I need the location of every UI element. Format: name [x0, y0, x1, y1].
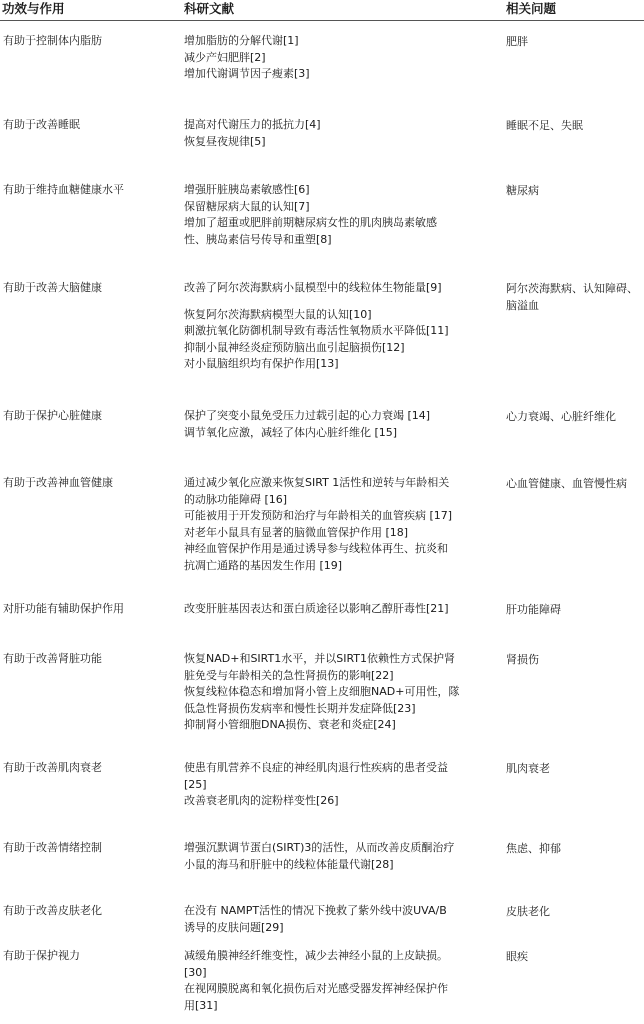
- issues-cell: 皮肤老化: [506, 905, 550, 918]
- table-row: [0, 840, 644, 901]
- issues-cell: 眼疾: [506, 950, 528, 963]
- research-reference: 增强肝脏胰岛素敏感性[6]: [184, 183, 310, 196]
- research-reference: 通过减少氧化应激来恢复SIRT 1活性和逆转与年龄相关 的动脉功能障碍 [16]: [184, 476, 450, 506]
- research-reference: 恢复昼夜规律[5]: [184, 134, 266, 148]
- research-reference: 保留糖尿病大鼠的认知[7]: [184, 199, 310, 213]
- research-cell: [184, 280, 476, 373]
- issues-cell: 焦虑、抑郁: [506, 842, 561, 855]
- research-cell: [184, 760, 476, 810]
- function-cell: 有助于保护心脏健康: [3, 409, 102, 422]
- table-row: [0, 182, 644, 278]
- research-cell: [184, 948, 476, 1014]
- research-reference: 可能被用于开发预防和治疗与年龄相关的血管疾病 [17]: [184, 509, 453, 523]
- research-reference: 对老年小鼠具有显著的脑微血管保护作用 [18]: [184, 525, 409, 539]
- table-row: [0, 280, 644, 406]
- research-reference: [184, 297, 476, 307]
- research-cell: [184, 651, 476, 734]
- research-reference: 增加脂肪的分解代谢[1]: [184, 34, 299, 47]
- issues-cell: 阿尔茨海默病、认知障碍、 脑溢血: [506, 282, 638, 312]
- research-reference: 抑制肾小管细胞DNA损伤、衰老和炎症[24]: [184, 718, 396, 732]
- function-cell: 有助于改善情绪控制: [3, 841, 102, 854]
- research-reference: 使患有肌营养不良症的神经肌肉退行性疾病的患者受益 [25]: [184, 761, 448, 791]
- function-cell: 对肝功能有辅助保护作用: [3, 602, 124, 615]
- function-cell: 有助于改善皮肤老化: [3, 904, 102, 917]
- research-reference: 在视网膜脱离和氧化损伤后对光感受器发挥神经保护作 用[31]: [184, 982, 448, 1012]
- research-reference: 保护了突变小鼠免受压力过载引起的心力衰竭 [14]: [184, 409, 431, 422]
- function-cell: 有助于维持血糖健康水平: [3, 183, 124, 196]
- research-reference: 增加代谢调节因子瘦素[3]: [184, 67, 310, 81]
- research-reference: 减缓角膜神经纤维变性，减少去神经小鼠的上皮缺损。 [30]: [184, 949, 448, 979]
- function-cell: 有助于改善大脑健康: [3, 281, 102, 294]
- issues-cell: 糖尿病: [506, 184, 539, 197]
- research-cell: [184, 408, 476, 441]
- table-row: [0, 760, 644, 838]
- research-reference: 神经血管保护作用是通过诱导参与线粒体再生、抗炎和 抗凋亡通路的基因发生作用 [19]: [184, 542, 448, 572]
- table-row: [0, 651, 644, 758]
- table-header: [0, 0, 644, 21]
- function-cell: 有助于改善肾脏功能: [3, 652, 102, 665]
- header-issues: 相关问题: [506, 1, 557, 16]
- issues-cell: 肾损伤: [506, 653, 539, 666]
- table-row: [0, 601, 644, 649]
- issues-cell: 肝功能障碍: [506, 603, 561, 616]
- research-reference: 改善了阿尔茨海默病小鼠模型中的线粒体生物能量[9]: [184, 281, 442, 294]
- header-research: 科研文献: [184, 1, 235, 16]
- function-cell: 有助于改善睡眠: [3, 118, 80, 131]
- research-reference: 增加了超重或肥胖前期糖尿病女性的肌肉胰岛素敏感 性、胰岛素信号传导和重塑[8]: [184, 216, 437, 246]
- issues-cell: 心血管健康、血管慢性病: [506, 477, 627, 490]
- research-reference: 改变肝脏基因表达和蛋白质途径以影响乙醇肝毒性[21]: [184, 602, 449, 615]
- research-reference: 对小鼠脑组织均有保护作用[13]: [184, 357, 339, 371]
- research-cell: [184, 601, 476, 618]
- issues-cell: 肥胖: [506, 35, 528, 48]
- research-reference: 抑制小鼠神经炎症预防脑出血引起脑损伤[12]: [184, 340, 405, 354]
- table-row: [0, 903, 644, 946]
- research-reference: 恢复线粒体稳态和增加肾小管上皮细胞NAD+可用性，隊 低急性肾损伤发病率和慢性长期并发症降低[23]: [184, 685, 460, 715]
- research-reference: 提高对代谢压力的抵抗力[4]: [184, 118, 321, 131]
- research-cell: [184, 840, 476, 873]
- table-row: [0, 475, 644, 599]
- issues-cell: 睡眠不足、失眠: [506, 119, 583, 132]
- research-cell: [184, 182, 476, 248]
- research-reference: 减少产妇肥胖[2]: [184, 50, 266, 64]
- research-reference: 在没有 NAMPT活性的情况下挽救了紫外线中波UVA/B 诱导的皮肤问题[29]: [184, 904, 447, 934]
- issues-cell: 肌肉衰老: [506, 762, 550, 775]
- research-reference: 恢复阿尔茨海默病模型大鼠的认知[10]: [184, 307, 372, 321]
- research-reference: 增强沉默调节蛋白(SIRT)3的活性，从而改善皮质酮治疗 小鼠的海马和肝脏中的线粒体能量代谢[28]: [184, 841, 455, 871]
- function-cell: 有助于改善肌肉衰老: [3, 761, 102, 774]
- research-cell: [184, 903, 476, 936]
- table-row: [0, 948, 644, 1022]
- issues-cell: 心力衰竭、心脏纤维化: [506, 410, 616, 423]
- research-reference: 刺激抗氧化防御机制导致有毒活性氧物质水平降低[11]: [184, 324, 449, 338]
- research-reference: 恢复NAD+和SIRT1水平，并以SIRT1依赖性方式保护肾 脏免受与年龄相关的急性肾损伤的影响[22]: [184, 652, 456, 682]
- function-cell: 有助于控制体内脂肪: [3, 34, 102, 47]
- table-row: [0, 408, 644, 473]
- research-reference: 改善衰老肌肉的淀粉样变性[26]: [184, 794, 339, 808]
- research-reference: 调节氧化应激，减轻了体内心脏纤维化 [15]: [184, 425, 398, 439]
- header-function: 功效与作用: [2, 1, 65, 16]
- table-row: [0, 33, 644, 115]
- function-cell: 有助于保护视力: [3, 949, 80, 962]
- research-cell: [184, 475, 476, 575]
- research-cell: [184, 33, 476, 83]
- research-cell: [184, 117, 476, 150]
- table-row: [0, 117, 644, 180]
- function-cell: 有助于改善神血管健康: [3, 476, 113, 489]
